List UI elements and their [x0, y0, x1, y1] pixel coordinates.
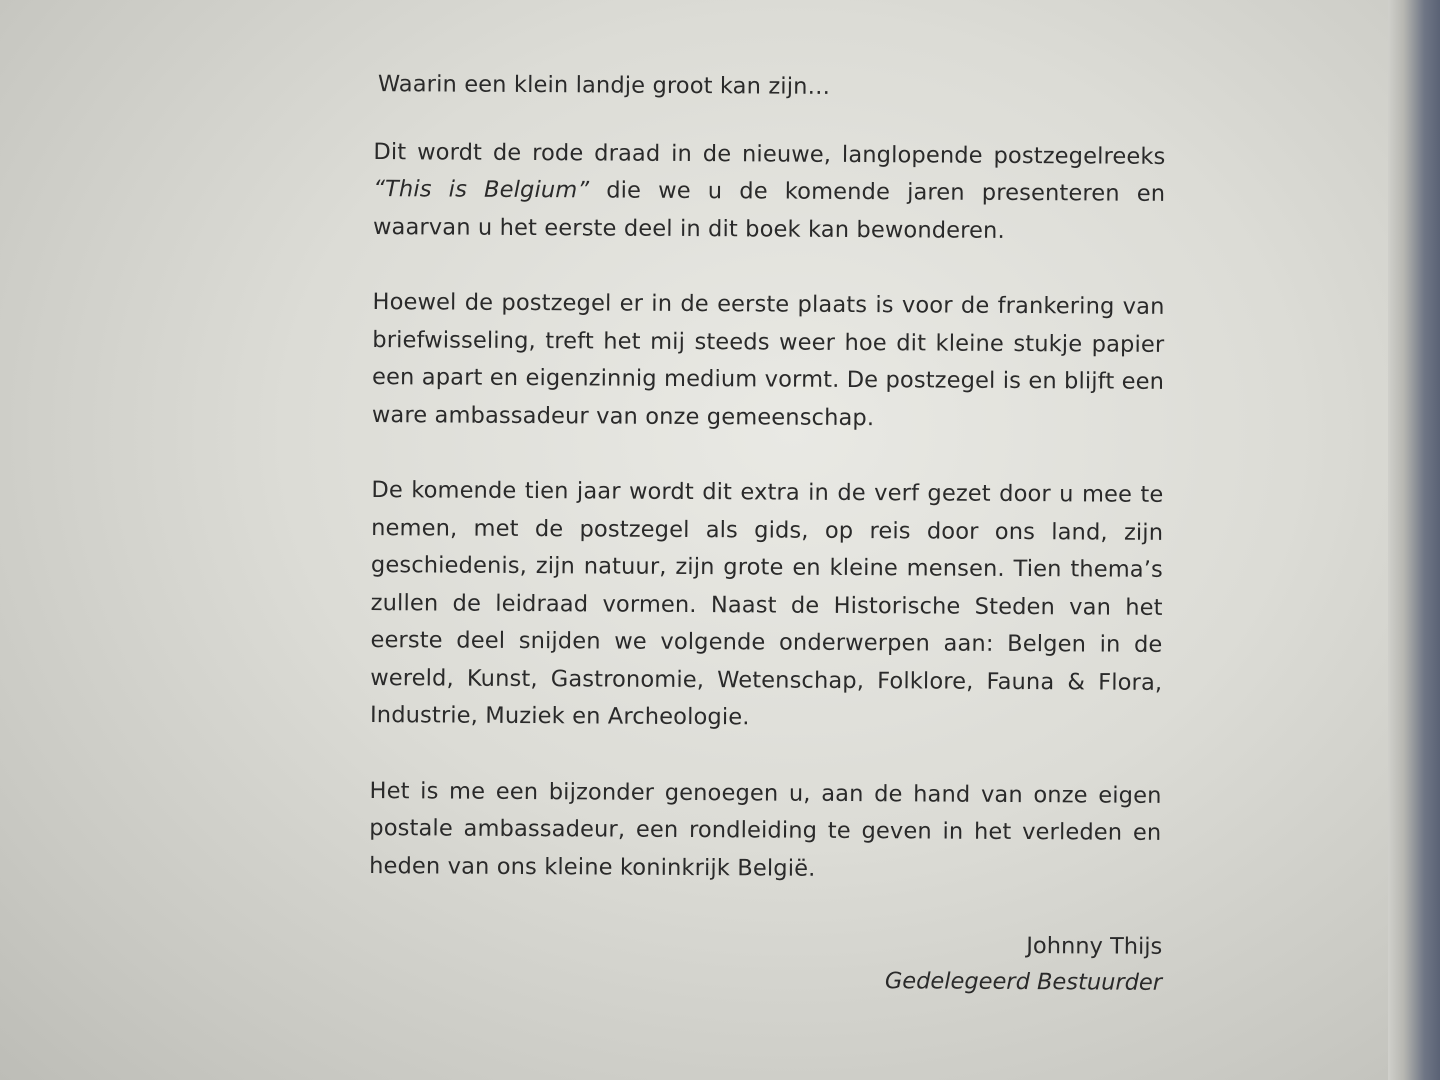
series-title: “This is Belgium”: [373, 176, 590, 204]
paragraph-stamp-ambassador: Hoewel de postzegel er in de eerste plaats is voor de frankering van briefwisseling, treft het mij steeds weer hoe dit kleine stukje papier een apart en eigenzinnig medium vormt. De postzegel is en blijft een ware ambassadeur van onze gemeenschap.: [371, 289, 1165, 431]
opening-line: Waarin een klein landje groot kan zijn…: [377, 71, 831, 100]
paragraph-series-intro: [373, 134, 1166, 251]
paragraph-themes: De komende tien jaar wordt dit extra in de verf gezet door u mee te nemen, met de postzegel als gids, op reis door ons land, zijn geschiedenis, zijn natuur, zijn grote en kleine mensen. Tien thema’s zullen de leidraad vormen. Naast de Historische Steden van het eerste deel snijden we volgende onderwerpen aan: Belgen in de wereld, Kunst, Gastronomie, Wetenschap, Folklore, Fauna & Flora, Industrie, Muziek en Archeologie.: [369, 477, 1164, 731]
letter-body: [361, 66, 1166, 928]
paragraph-closing: Het is me een bijzonder genoegen u, aan de hand van onze eigen postale ambassadeur, een rondleiding te geven in het verleden en heden van ons kleine koninkrijk België.: [369, 777, 1162, 882]
paragraph-series-intro-before: Dit wordt de rode draad in de nieuwe, langlopende postzegelreeks: [373, 138, 1166, 170]
page-edge-shadow: [1388, 0, 1440, 1080]
signatory-name: Johnny Thijs: [1026, 933, 1163, 960]
paragraph-series-intro-after: die we u de komende jaren presenteren en waarvan u het eerste deel in dit boek kan bewonderen.: [372, 177, 1166, 244]
signature-block: [885, 927, 1163, 1001]
signatory-role: Gedelegeerd Bestuurder: [884, 968, 1162, 996]
